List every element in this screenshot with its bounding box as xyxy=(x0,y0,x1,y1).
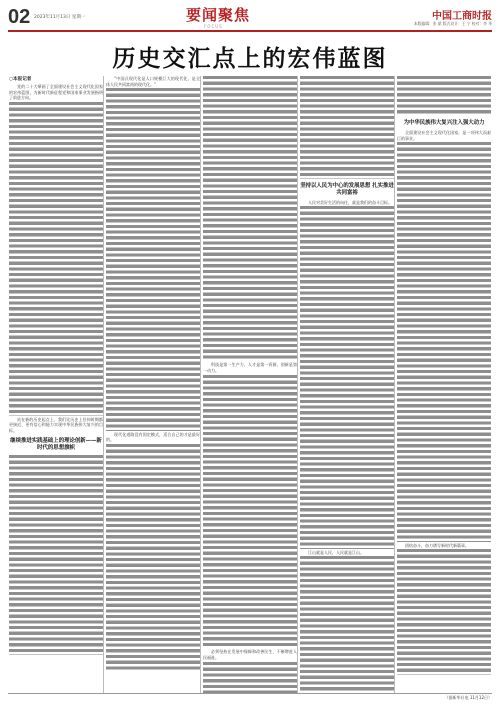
body-text xyxy=(203,76,297,361)
paragraph: 党的二十大擘画了全面建设社会主义现代化国家的宏伟蓝图，为新时代新征程党和国家事业发展指明了前进方向。 xyxy=(9,84,103,101)
byline: ○本报记者 xyxy=(9,77,32,82)
column-5 xyxy=(397,76,491,693)
paragraph: 人民对美好生活的向往，就是我们的奋斗目标。 xyxy=(308,199,392,205)
section-title: 要闻聚焦 xyxy=(186,6,251,24)
body-text xyxy=(9,455,103,655)
column-rule xyxy=(103,76,104,693)
paragraph: 站在新的历史起点上，我们比历史上任何时期都更接近、更有信心和能力实现中华民族伟大复兴的目标。 xyxy=(9,416,103,434)
column-4 xyxy=(300,76,394,693)
section-subhead: 坚持以人民为中心的发展思想 扎实推进共同富裕 xyxy=(300,182,394,196)
body-text xyxy=(300,206,394,548)
footer-credit: （据新华社电 11月12日） xyxy=(444,695,492,700)
column-rule xyxy=(394,76,395,693)
paragraph: 科技是第一生产力、人才是第一资源、创新是第一动力。 xyxy=(203,362,297,373)
body-text xyxy=(106,88,200,430)
body-text xyxy=(9,102,103,416)
body-text xyxy=(203,375,297,649)
paragraph: 现代化道路没有固定模式，适合自己的才是最好的。 xyxy=(106,431,200,443)
body-text xyxy=(106,444,200,672)
paragraph: 江山就是人民，人民就是江山。 xyxy=(308,549,364,555)
paragraph: 团结奋斗，奋力谱写新时代新篇章。 xyxy=(405,542,469,548)
article-headline: 历史交汇点上的宏伟蓝图 xyxy=(112,45,388,72)
column-3 xyxy=(203,76,297,693)
section-subhead: 为中华民族伟大复兴注入强大动力 xyxy=(403,119,485,126)
page-number: 02 xyxy=(8,6,31,28)
column-2 xyxy=(106,76,200,693)
body-text xyxy=(300,556,394,693)
body-text xyxy=(397,549,491,674)
section-subtitle: FOCUS xyxy=(204,24,223,29)
date-line: 2023年11月13日 星期一 xyxy=(34,15,86,20)
paragraph: 全面建设社会主义现代化国家，是一项伟大而艰巨的事业。 xyxy=(397,129,491,141)
column-1 xyxy=(9,76,103,693)
section-subhead: 继续推进实践基础上的理论创新——新时代的思想旗帜 xyxy=(10,437,102,451)
paragraph: “中国式现代化是人口规模巨大的现代化，是全体人民共同富裕的现代化。” xyxy=(106,76,200,87)
body-text xyxy=(203,662,297,693)
editor-credits: 本版编辑：张 斌 版式设计：王 宁 校对：李 华 xyxy=(413,21,492,26)
page-footer xyxy=(8,693,492,701)
body-text xyxy=(300,76,394,179)
newspaper-brand: 中国工商时报 xyxy=(432,11,492,22)
column-rule xyxy=(200,76,201,693)
paragraph: 必须坚持在发展中保障和改善民生，不断增进人民福祉。 xyxy=(203,649,297,661)
masthead xyxy=(8,6,492,32)
body-text xyxy=(397,142,491,541)
body-text xyxy=(397,76,491,116)
column-rule xyxy=(297,76,298,693)
